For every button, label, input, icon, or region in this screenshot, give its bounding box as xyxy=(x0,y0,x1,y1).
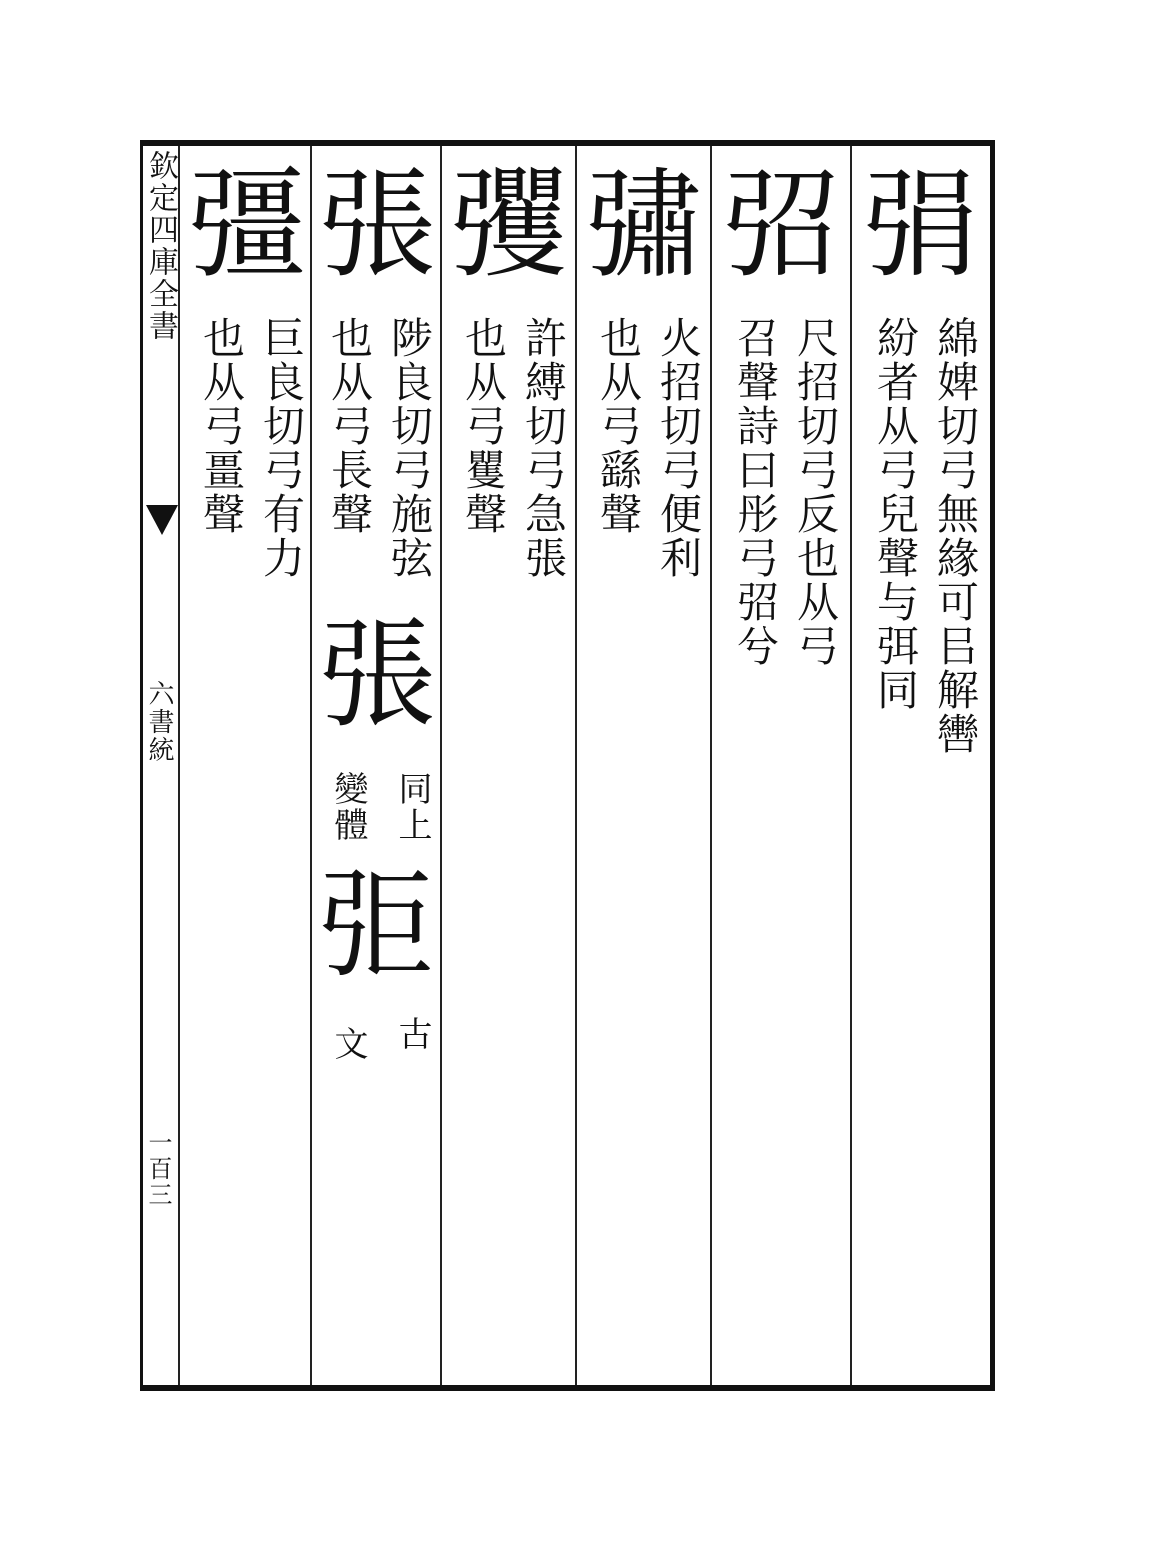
entry-description: 綿婢切弓無緣可㠯解轡 xyxy=(931,316,980,756)
variant-type: 文 xyxy=(328,1026,368,1062)
seal-character: 弲 xyxy=(862,156,981,294)
entry-column-6 xyxy=(180,146,310,1385)
entry-description: 也从弓繇聲 xyxy=(594,316,643,536)
entry-description: 也从弓長聲 xyxy=(325,316,374,536)
entry-description: 紛者从弓兒聲与弭同 xyxy=(871,316,920,712)
variant-note: 古 xyxy=(392,1016,432,1052)
margin-title: 欽定四庫全書 xyxy=(143,150,178,342)
variant-note: 同上 xyxy=(392,771,432,843)
entry-description: 陟良切弓施弦 xyxy=(385,316,434,580)
entry-description: 召聲詩曰彤弓弨兮 xyxy=(731,316,780,668)
fishtail-mark xyxy=(146,505,178,535)
seal-character: 彇 xyxy=(585,156,704,294)
variant-type: 變體 xyxy=(328,771,368,843)
variant-seal-character: 張 xyxy=(318,606,437,744)
entry-description: 也从弓矍聲 xyxy=(459,316,508,536)
entry-description: 許縛切弓急張 xyxy=(519,316,568,580)
entry-column-2 xyxy=(712,146,850,1385)
seal-character: 彏 xyxy=(450,156,569,294)
entry-description: 也从弓畺聲 xyxy=(197,316,246,536)
variant-seal-character: 弡 xyxy=(318,856,437,994)
right-border xyxy=(990,140,995,1391)
entry-description: 火招切弓便利 xyxy=(654,316,703,580)
seal-character: 彊 xyxy=(188,156,307,294)
entry-column-5 xyxy=(312,146,440,1385)
margin-book-title: 六書統 xyxy=(144,680,174,764)
seal-character: 張 xyxy=(318,156,437,294)
entry-description: 尺招切弓反也从弓 xyxy=(791,316,840,668)
entry-column-4 xyxy=(442,146,575,1385)
entry-column-3 xyxy=(577,146,710,1385)
bottom-border xyxy=(140,1385,995,1391)
entry-column-1 xyxy=(852,146,990,1385)
entry-description: 巨良切弓有力 xyxy=(257,316,306,580)
seal-character: 弨 xyxy=(722,156,841,294)
margin-page-number: 一百三 xyxy=(144,1130,172,1208)
